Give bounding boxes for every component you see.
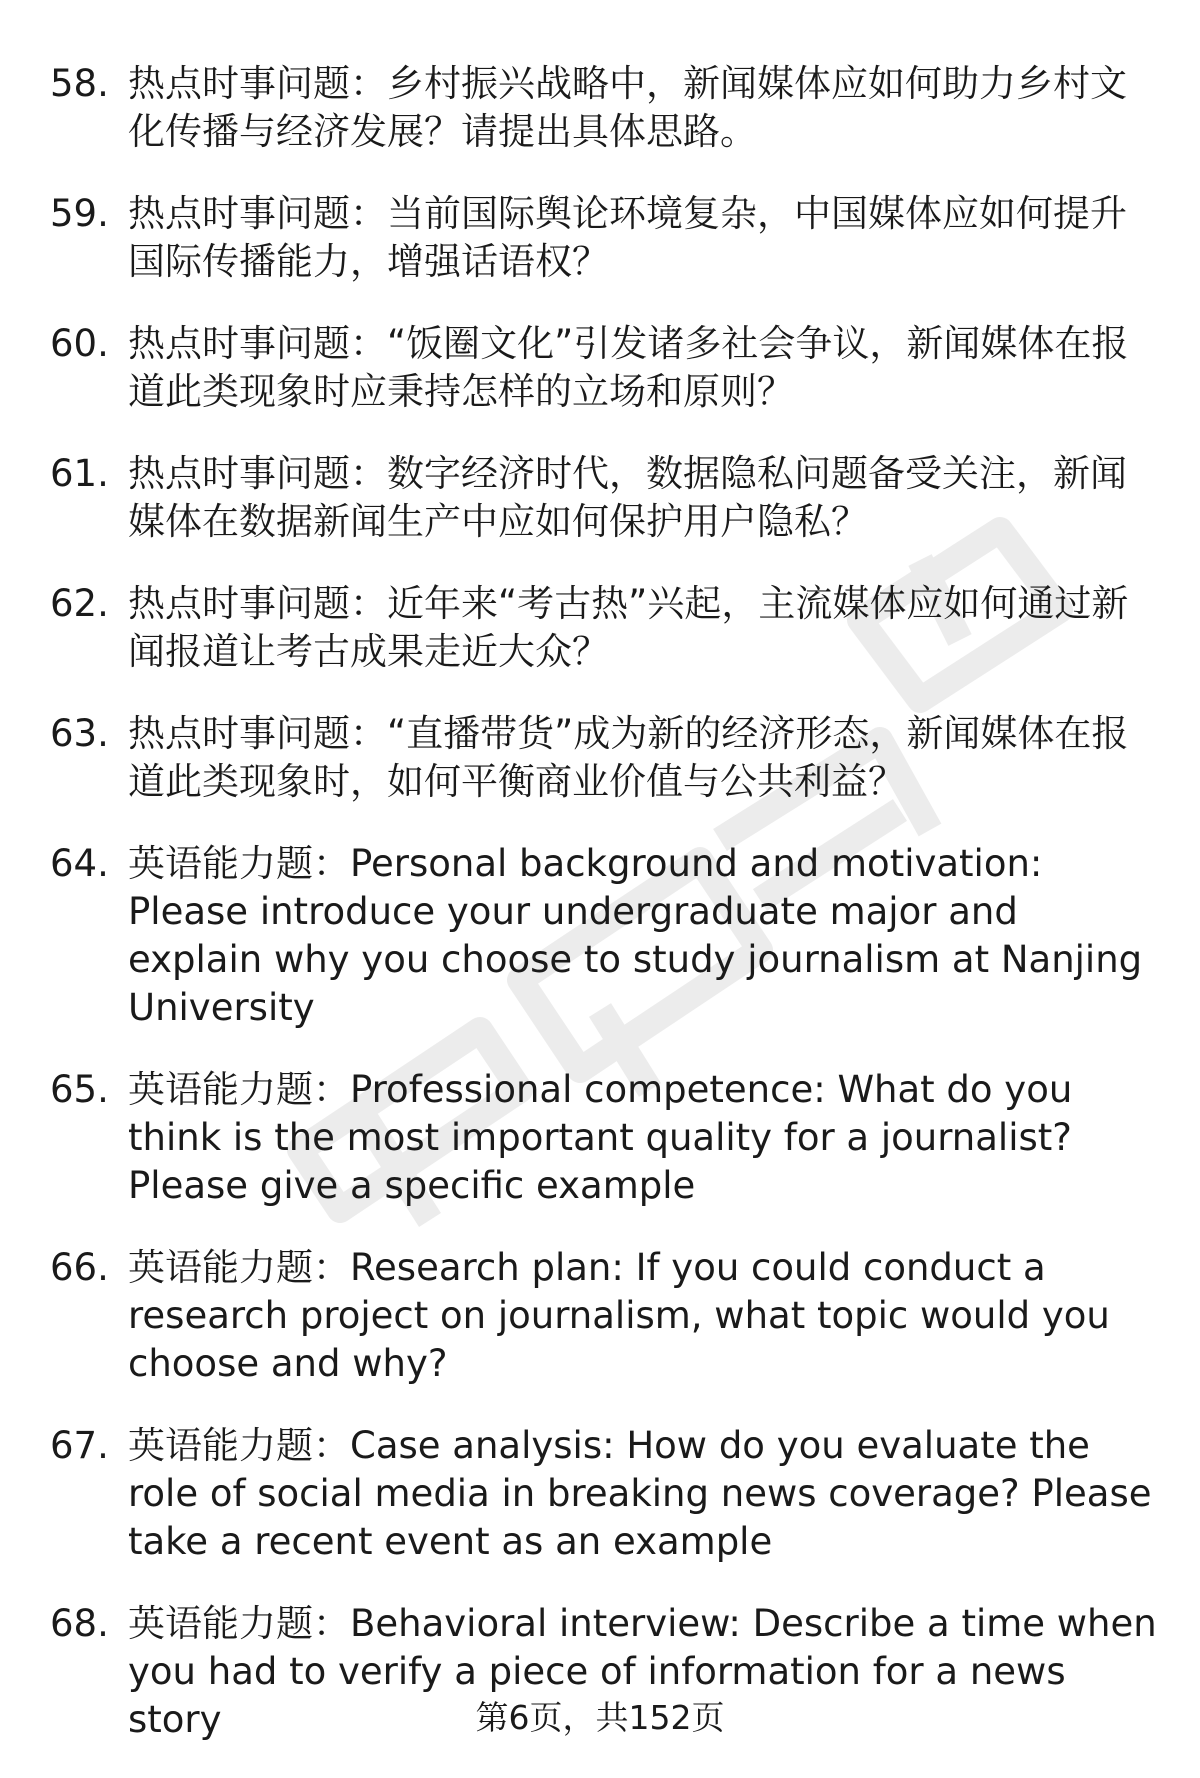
question-number: 68. — [50, 1602, 109, 1645]
question-item — [50, 1066, 1160, 1210]
question-number: 60. — [50, 322, 109, 365]
question-category: 热点时事问题： — [128, 452, 387, 495]
question-body — [128, 1422, 1160, 1566]
question-number: 67. — [50, 1424, 109, 1467]
question-text: Professional competence: What do you think is the most important quality for a journalist? Please give a specific example — [128, 1068, 1073, 1207]
question-text: Case analysis: How do you evaluate the role of social media in breaking news coverage? Please take a recent event as an example — [128, 1424, 1152, 1563]
question-body — [128, 1066, 1160, 1210]
question-body — [128, 580, 1160, 676]
question-item — [50, 840, 1160, 1032]
question-text: 近年来“考古热”兴起，主流媒体应如何通过新闻报道让考古成果走近大众？ — [128, 582, 1129, 673]
question-number: 61. — [50, 452, 109, 495]
question-list — [50, 60, 1160, 1778]
question-category: 热点时事问题： — [128, 192, 387, 235]
question-body — [128, 840, 1160, 1032]
question-body — [128, 190, 1160, 286]
question-item — [50, 320, 1160, 416]
question-text: “直播带货”成为新的经济形态，新闻媒体在报道此类现象时，如何平衡商业价值与公共利益？ — [128, 712, 1129, 803]
question-number: 64. — [50, 842, 109, 885]
question-text: 乡村振兴战略中，新闻媒体应如何助力乡村文化传播与经济发展？请提出具体思路。 — [128, 62, 1127, 153]
question-item — [50, 1244, 1160, 1388]
question-item — [50, 580, 1160, 676]
question-category: 英语能力题： — [128, 1246, 350, 1289]
question-body — [128, 450, 1160, 546]
question-number: 62. — [50, 582, 109, 625]
question-text: Research plan: If you could conduct a research project on journalism, what topic would you choose and why? — [128, 1246, 1110, 1385]
question-text: “饭圈文化”引发诸多社会争议，新闻媒体在报道此类现象时应秉持怎样的立场和原则？ — [128, 322, 1129, 413]
question-body — [128, 60, 1160, 156]
question-body — [128, 320, 1160, 416]
question-text: 当前国际舆论环境复杂，中国媒体应如何提升国际传播能力，增强话语权？ — [128, 192, 1127, 283]
question-text: Personal background and motivation: Please introduce your undergraduate major and explain why you choose to study journalism at Nanjing University — [128, 842, 1143, 1029]
question-number: 58. — [50, 62, 109, 105]
question-category: 热点时事问题： — [128, 322, 387, 365]
question-item — [50, 710, 1160, 806]
question-body — [128, 710, 1160, 806]
question-category: 热点时事问题： — [128, 712, 387, 755]
question-category: 热点时事问题： — [128, 62, 387, 105]
question-item — [50, 190, 1160, 286]
question-item — [50, 450, 1160, 546]
question-number: 59. — [50, 192, 109, 235]
question-number: 66. — [50, 1246, 109, 1289]
question-item — [50, 60, 1160, 156]
question-item — [50, 1422, 1160, 1566]
question-body — [128, 1244, 1160, 1388]
page-footer — [0, 1698, 1200, 1738]
question-category: 英语能力题： — [128, 1602, 350, 1645]
page-number-label: 第6页，共152页 — [475, 1698, 725, 1737]
question-number: 65. — [50, 1068, 109, 1111]
question-category: 热点时事问题： — [128, 582, 387, 625]
question-category: 英语能力题： — [128, 1424, 350, 1467]
question-text: Behavioral interview: Describe a time when you had to verify a piece of information for a news story — [128, 1602, 1157, 1741]
question-category: 英语能力题： — [128, 1068, 350, 1111]
question-text: 数字经济时代，数据隐私问题备受关注，新闻媒体在数据新闻生产中应如何保护用户隐私？ — [128, 452, 1127, 543]
question-number: 63. — [50, 712, 109, 755]
question-category: 英语能力题： — [128, 842, 350, 885]
